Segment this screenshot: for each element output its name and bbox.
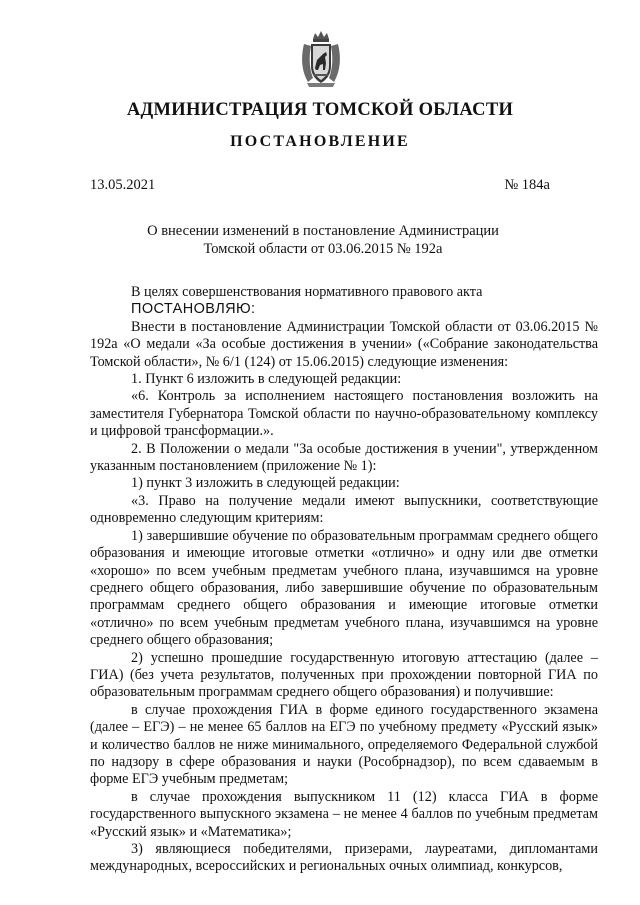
organization-title: АДМИНИСТРАЦИЯ ТОМСКОЙ ОБЛАСТИ	[126, 100, 514, 120]
paragraph: «6. Контроль за исполнением настоящего постановления возложить на заместителя Губернатора Томской области по научно-образовательному комплексу и цифровой трансформации.».	[90, 388, 598, 440]
paragraph: 3) являющиеся победителями, призерами, лауреатами, дипломантами международных, всероссийских и региональных очных олимпиад, конкурсов,	[90, 841, 598, 875]
paragraph-preamble: В целях совершенствования нормативного правового акта	[131, 284, 483, 300]
paragraph: Внести в постановление Администрации Томской области от 03.06.2015 № 192а «О медали «За особые достижения в учении» («Собрание законодательства Томской области», № 6/1 (124) от 15.06.2015) следующие изменения:	[90, 318, 598, 370]
paragraph-resolve: ПОСТАНОВЛЯЮ:	[131, 301, 256, 318]
paragraph: 1) завершившие обучение по образовательным программам среднего общего образования и имеющие итоговые отметки «отлично» и одну или две отметки «хорошо» по всем учебным предметам учебного плана, изучавшимся на уровне среднего общего образования, либо завершившие обучение по образовательным программам среднего общего образования и имеющие итоговые отметки «отлично» по всем учебным предметам учебного плана, изучавшимся на уровне среднего общего образования;	[90, 527, 598, 649]
document-subject: О внесении изменений в постановление Администрации Томской области от 03.06.2015 № 192а	[147, 223, 499, 257]
document-number: № 184а	[504, 177, 550, 193]
document-body	[90, 284, 598, 876]
coat-of-arms-icon	[301, 30, 341, 88]
document-type-title: ПОСТАНОВЛЕНИЕ	[230, 133, 410, 150]
paragraph: «3. Право на получение медали имеют выпускники, соответствующие одновременно следующим критериям:	[90, 492, 598, 527]
paragraph: 1) пункт 3 изложить в следующей редакции:	[131, 475, 400, 492]
paragraph: 2) успешно прошедшие государственную итоговую аттестацию (далее – ГИА) (без учета результатов, полученных при прохождении повторной ГИА по образовательным программам среднего общего образования) и получившие:	[90, 649, 598, 701]
document-date: 13.05.2021	[90, 177, 156, 193]
paragraph: в случае прохождения ГИА в форме единого государственного экзамена (далее – ЕГЭ) – не менее 65 баллов на ЕГЭ по учебному предмету «Русский язык» и количество баллов не ниже минимального, определяемого Федеральной службой по надзору в сфере образования и науки (Рособрнадзор), по всем сдаваемым в форме ЕГЭ учебным предметам;	[90, 701, 598, 788]
paragraph: в случае прохождения выпускником 11 (12) класса ГИА в форме государственного выпускного экзамена – не менее 4 баллов по учебным предметам «Русский язык» и «Математика»;	[90, 788, 598, 840]
paragraph: 2. В Положении о медали "За особые достижения в учении", утвержденном указанным постановлением (приложение № 1):	[90, 440, 598, 475]
paragraph: 1. Пункт 6 изложить в следующей редакции:	[131, 371, 402, 388]
